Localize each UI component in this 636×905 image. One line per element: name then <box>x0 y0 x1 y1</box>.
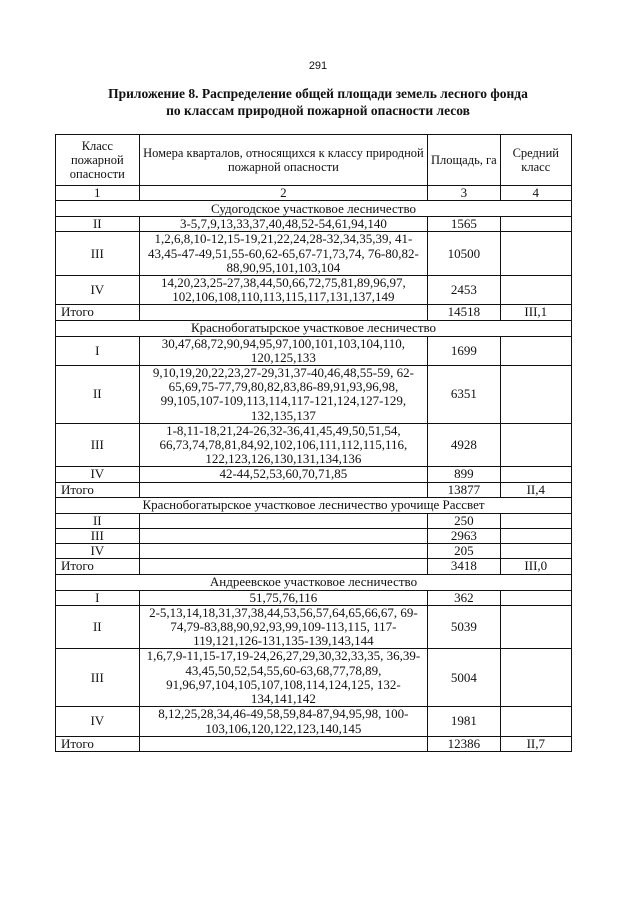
average-class-cell: II,4 <box>500 482 571 497</box>
section-row <box>56 201 572 217</box>
quarters-cell <box>139 513 428 528</box>
class-cell: Итого <box>56 559 140 574</box>
class-cell: IV <box>56 276 140 305</box>
class-cell: I <box>56 336 140 365</box>
area-cell: 362 <box>428 590 500 605</box>
area-cell: 12386 <box>428 736 500 751</box>
class-cell: II <box>56 217 140 232</box>
class-cell: Итого <box>56 736 140 751</box>
average-class-cell <box>500 529 571 544</box>
quarters-cell: 30,47,68,72,90,94,95,97,100,101,103,104,110, 120,125,133 <box>139 336 428 365</box>
average-class-cell <box>500 590 571 605</box>
table-row <box>56 423 572 467</box>
table-body <box>56 201 572 752</box>
table-row <box>56 276 572 305</box>
table-row <box>56 366 572 424</box>
table-row <box>56 605 572 649</box>
quarters-cell: 3-5,7,9,13,33,37,40,48,52-54,61,94,140 <box>139 217 428 232</box>
column-number: 4 <box>500 186 571 201</box>
table-row <box>56 467 572 482</box>
table-row <box>56 336 572 365</box>
quarters-cell <box>139 529 428 544</box>
area-cell: 3418 <box>428 559 500 574</box>
area-cell: 205 <box>428 544 500 559</box>
total-row <box>56 559 572 574</box>
area-cell: 899 <box>428 467 500 482</box>
section-title: Краснобогатырское участковое лесничество урочище Рассвет <box>56 497 572 513</box>
total-row <box>56 305 572 320</box>
table-row <box>56 544 572 559</box>
area-cell: 5004 <box>428 649 500 707</box>
total-row <box>56 482 572 497</box>
average-class-cell <box>500 605 571 649</box>
average-class-cell <box>500 336 571 365</box>
title-line-1: Приложение 8. Распределение общей площади земель лесного фонда <box>108 86 528 101</box>
fire-class-table <box>55 134 572 752</box>
section-title: Краснобогатырское участковое лесничество <box>56 320 572 336</box>
table-row <box>56 590 572 605</box>
table-row <box>56 529 572 544</box>
section-row <box>56 497 572 513</box>
class-cell: IV <box>56 544 140 559</box>
header-row <box>56 135 572 186</box>
section-title: Судогодское участковое лесничество <box>56 201 572 217</box>
header-quarters: Номера кварталов, относящихся к классу природной пожарной опасности <box>139 135 428 186</box>
quarters-cell <box>139 544 428 559</box>
quarters-cell: 2-5,13,14,18,31,37,38,44,53,56,57,64,65,66,67, 69-74,79-83,88,90,92,93,99,109-113,115, 117-119,121,126-131,135-139,143,144 <box>139 605 428 649</box>
area-cell: 10500 <box>428 232 500 276</box>
class-cell: III <box>56 423 140 467</box>
area-cell: 250 <box>428 513 500 528</box>
section-title: Андреевское участковое лесничество <box>56 574 572 590</box>
area-cell: 1699 <box>428 336 500 365</box>
quarters-cell <box>139 736 428 751</box>
column-number: 2 <box>139 186 428 201</box>
quarters-cell: 9,10,19,20,22,23,27-29,31,37-40,46,48,55-59, 62-65,69,75-77,79,80,82,83,86-89,91,93,96,98, 99,105,107-109,113,114,117-121,124,127-129, 132,135,137 <box>139 366 428 424</box>
table-row <box>56 513 572 528</box>
area-cell: 1565 <box>428 217 500 232</box>
class-cell: III <box>56 649 140 707</box>
class-cell: III <box>56 232 140 276</box>
class-cell: Итого <box>56 482 140 497</box>
average-class-cell <box>500 467 571 482</box>
average-class-cell <box>500 707 571 736</box>
area-cell: 13877 <box>428 482 500 497</box>
class-cell: IV <box>56 467 140 482</box>
area-cell: 4928 <box>428 423 500 467</box>
section-row <box>56 574 572 590</box>
average-class-cell: II,7 <box>500 736 571 751</box>
quarters-cell: 8,12,25,28,34,46-49,58,59,84-87,94,95,98, 100-103,106,120,122,123,140,145 <box>139 707 428 736</box>
column-number: 1 <box>56 186 140 201</box>
quarters-cell <box>139 559 428 574</box>
area-cell: 2453 <box>428 276 500 305</box>
column-number: 3 <box>428 186 500 201</box>
section-row <box>56 320 572 336</box>
average-class-cell: III,1 <box>500 305 571 320</box>
quarters-cell: 1-8,11-18,21,24-26,32-36,41,45,49,50,51,54, 66,73,74,78,81,84,92,102,106,111,112,115,116, 122,123,126,130,131,134,136 <box>139 423 428 467</box>
class-cell: II <box>56 366 140 424</box>
quarters-cell <box>139 482 428 497</box>
table-row <box>56 649 572 707</box>
quarters-cell: 1,2,6,8,10-12,15-19,21,22,24,28-32,34,35,39, 41-43,45-47-49,51,55-60,62-65,67-71,73,74, 76-80,82-88,90,95,101,103,104 <box>139 232 428 276</box>
area-cell: 14518 <box>428 305 500 320</box>
area-cell: 6351 <box>428 366 500 424</box>
average-class-cell <box>500 366 571 424</box>
area-cell: 1981 <box>428 707 500 736</box>
area-cell: 5039 <box>428 605 500 649</box>
quarters-cell: 1,6,7,9-11,15-17,19-24,26,27,29,30,32,33,35, 36,39-43,45,50,52,54,55,60-63,68,77,78,89, 91,96,97,104,105,107,108,114,124,125, 132-134,141,142 <box>139 649 428 707</box>
table-row <box>56 232 572 276</box>
header-area: Площадь, га <box>428 135 500 186</box>
page-title <box>40 85 596 119</box>
average-class-cell <box>500 276 571 305</box>
average-class-cell: III,0 <box>500 559 571 574</box>
quarters-cell <box>139 305 428 320</box>
average-class-cell <box>500 232 571 276</box>
class-cell: II <box>56 605 140 649</box>
average-class-cell <box>500 544 571 559</box>
column-number-row <box>56 186 572 201</box>
quarters-cell: 42-44,52,53,60,70,71,85 <box>139 467 428 482</box>
header-average-class: Средний класс <box>500 135 571 186</box>
quarters-cell: 14,20,23,25-27,38,44,50,66,72,75,81,89,96,97, 102,106,108,110,113,115,117,131,137,149 <box>139 276 428 305</box>
class-cell: Итого <box>56 305 140 320</box>
title-line-2: по классам природной пожарной опасности лесов <box>166 103 470 118</box>
average-class-cell <box>500 513 571 528</box>
header-class: Класс пожарной опасности <box>56 135 140 186</box>
area-cell: 2963 <box>428 529 500 544</box>
average-class-cell <box>500 217 571 232</box>
class-cell: II <box>56 513 140 528</box>
total-row <box>56 736 572 751</box>
class-cell: III <box>56 529 140 544</box>
quarters-cell: 51,75,76,116 <box>139 590 428 605</box>
table-row <box>56 707 572 736</box>
table-row <box>56 217 572 232</box>
class-cell: IV <box>56 707 140 736</box>
average-class-cell <box>500 649 571 707</box>
average-class-cell <box>500 423 571 467</box>
class-cell: I <box>56 590 140 605</box>
page-number: 291 <box>308 60 328 72</box>
